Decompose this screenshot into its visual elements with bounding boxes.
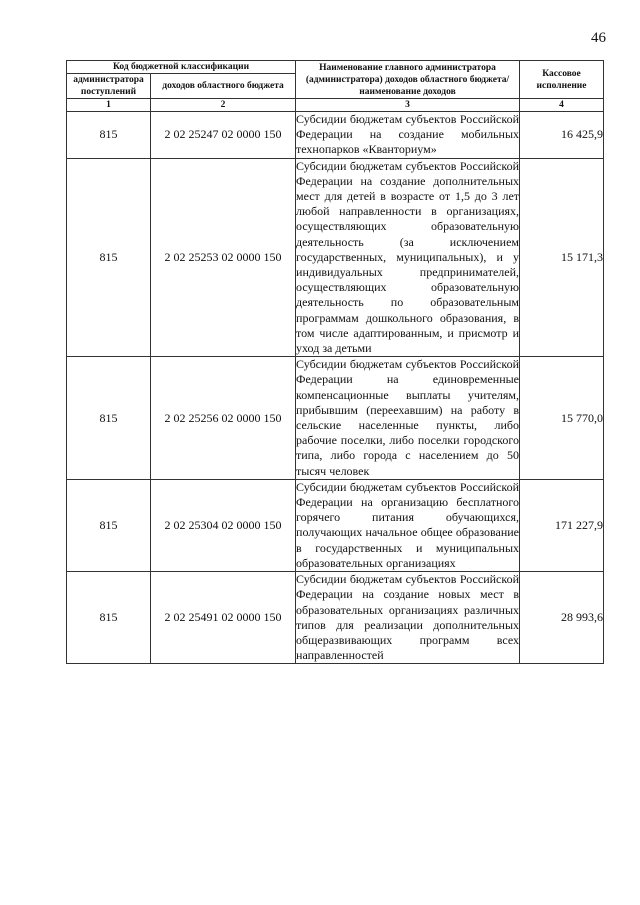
column-number: 4: [520, 99, 604, 112]
income-code-cell: 2 02 25247 02 0000 150: [151, 112, 296, 159]
amount-cell: 171 227,9: [520, 479, 604, 571]
admin-code-cell: 815: [67, 112, 151, 159]
income-name-cell: Субсидии бюджетам субъектов Российской Федерации на организацию бесплатного горячего питания обучающихся, получающих начальное общее образование в государственных и муниципальных образовательных организациях: [296, 479, 520, 570]
admin-code-cell: 815: [67, 357, 151, 480]
income-code-cell: 2 02 25491 02 0000 150: [151, 572, 296, 664]
amount-column-header: Кассовое исполнение: [520, 61, 604, 99]
income-code-cell: 2 02 25256 02 0000 150: [151, 357, 296, 480]
income-code-cell: 2 02 25304 02 0000 150: [151, 479, 296, 571]
income-name-cell: Субсидии бюджетам субъектов Российской Федерации на создание мобильных технопарков «Кванториум»: [296, 112, 520, 157]
admin-column-header: администратора поступлений: [67, 74, 151, 99]
column-number: 2: [151, 99, 296, 112]
column-number: 3: [296, 99, 520, 112]
table-row: [67, 112, 604, 159]
page-number: 46: [591, 30, 606, 46]
amount-cell: 28 993,6: [520, 572, 604, 664]
column-number: 1: [67, 99, 151, 112]
table-row: [67, 357, 604, 480]
income-code-cell: 2 02 25253 02 0000 150: [151, 158, 296, 357]
table-row: [67, 572, 604, 664]
income-column-header: доходов областного бюджета: [151, 74, 296, 99]
admin-code-cell: 815: [67, 158, 151, 357]
amount-cell: 15 171,3: [520, 158, 604, 357]
income-name-cell: Субсидии бюджетам субъектов Российской Федерации на единовременные компенсационные выплаты учителям, прибывшим (переехавшим) на работу в сельские населенные пункты, либо рабочие поселки, либо поселки городского типа, либо города с населением до 50 тысяч человек: [296, 357, 520, 478]
admin-code-cell: 815: [67, 572, 151, 664]
table-row: [67, 479, 604, 571]
table-row: [67, 158, 604, 357]
amount-cell: 16 425,9: [520, 112, 604, 159]
income-name-cell: Субсидии бюджетам субъектов Российской Федерации на создание дополнительных мест для детей в возрасте от 1,5 до 3 лет любой направленности в организациях, осуществляющих образовательную деятельность (за исключением государственных, муниципальных), и у индивидуальных предпринимателей, осуществляющих образовательную деятельность по образовательным программам дошкольного образования, в том числе адаптированным, и присмотр и уход за детьми: [296, 158, 520, 356]
admin-code-cell: 815: [67, 479, 151, 571]
budget-revenue-table: [66, 60, 604, 664]
code-group-header: Код бюджетной классификации: [67, 61, 296, 74]
income-name-cell: Субсидии бюджетам субъектов Российской Федерации на создание новых мест в образовательных организациях различных типов для реализации дополнительных общеразвивающих программ всех направленностей: [296, 572, 520, 663]
amount-cell: 15 770,0: [520, 357, 604, 480]
name-column-header: Наименование главного администратора (администратора) доходов областного бюджета/ наименование доходов: [296, 61, 520, 99]
